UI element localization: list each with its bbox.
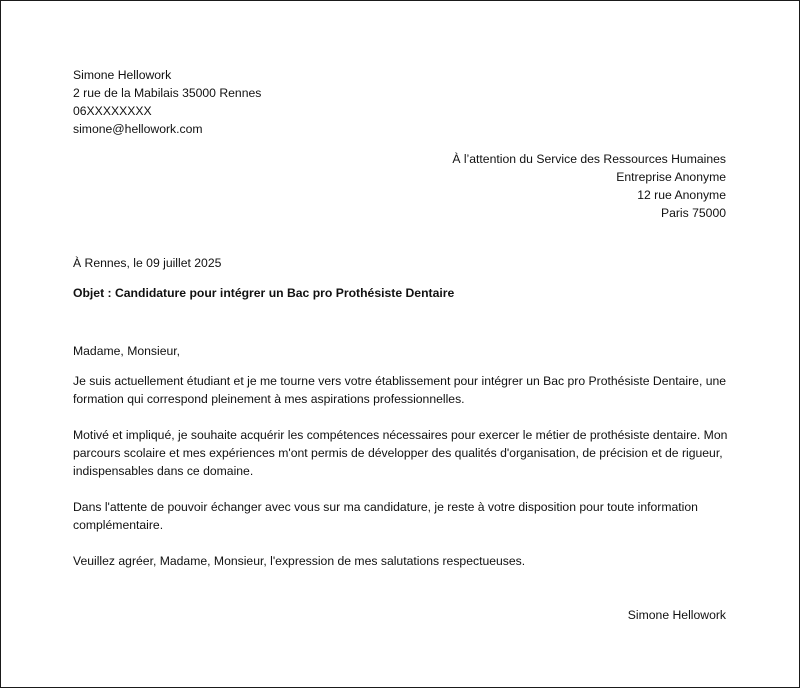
sender-phone: 06XXXXXXXX — [73, 104, 152, 118]
recipient-attention: À l’attention du Service des Ressources Humaines — [452, 152, 726, 166]
recipient-company: Entreprise Anonyme — [616, 170, 726, 184]
closing-formula: Veuillez agréer, Madame, Monsieur, l'expression de mes salutations respectueuses. — [73, 554, 526, 568]
sender-name: Simone Hellowork — [73, 68, 172, 82]
recipient-city: Paris 75000 — [660, 206, 726, 220]
date-place: À Rennes, le 09 juillet 2025 — [73, 256, 222, 270]
paragraph-intro: Je suis actuellement étudiant et je me tourne vers votre établissement pour intégrer un Bac pro Prothésiste Dentaire, une formation qui correspond pleinement à mes aspirations professionnelles. — [73, 374, 727, 406]
paragraph-motivation: Motivé et impliqué, je souhaite acquérir les compétences nécessaires pour exercer le métier de prothésiste dentaire. Mon parcours scolaire et mes expériences m'ont permis de développer des qualités d'organisation, de précision et de rigueur, indispensables dans ce domaine. — [73, 428, 728, 478]
subject-line: Objet : Candidature pour intégrer un Bac pro Prothésiste Dentaire — [73, 286, 455, 300]
salutation: Madame, Monsieur, — [73, 344, 181, 358]
signature: Simone Hellowork — [627, 608, 726, 622]
recipient-street: 12 rue Anonyme — [637, 188, 726, 202]
sender-address: 2 rue de la Mabilais 35000 Rennes — [73, 86, 262, 100]
sender-email: simone@hellowork.com — [73, 122, 203, 136]
paragraph-availability: Dans l'attente de pouvoir échanger avec vous sur ma candidature, je reste à votre disposition pour toute information complémentaire. — [73, 500, 698, 532]
